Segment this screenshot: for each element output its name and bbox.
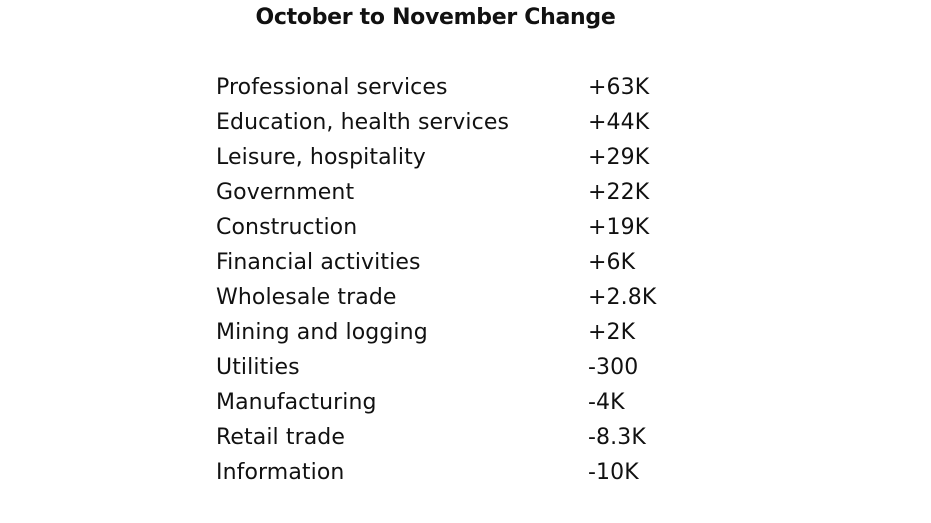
row-value: +29K (588, 145, 650, 170)
table-row (216, 245, 676, 280)
table-row (216, 280, 676, 315)
row-value: +63K (588, 75, 650, 100)
row-label: Financial activities (216, 250, 421, 275)
table-row (216, 140, 676, 175)
row-label: Retail trade (216, 425, 346, 450)
table-row (216, 350, 676, 385)
table-row (216, 420, 676, 455)
row-value: -10K (588, 460, 639, 485)
row-value: -4K (588, 390, 625, 415)
change-table (216, 70, 676, 490)
table-row (216, 385, 676, 420)
row-label: Professional services (216, 75, 448, 100)
row-value: +2.8K (588, 285, 657, 310)
row-value: +2K (588, 320, 636, 345)
row-label: Leisure, hospitality (216, 145, 426, 170)
row-label: Utilities (216, 355, 300, 380)
table-row (216, 70, 676, 105)
row-value: +22K (588, 180, 650, 205)
row-label: Wholesale trade (216, 285, 397, 310)
table-row (216, 175, 676, 210)
row-value: -300 (588, 355, 639, 380)
row-value: +6K (588, 250, 636, 275)
row-value: +19K (588, 215, 650, 240)
table-row (216, 315, 676, 350)
row-value: -8.3K (588, 425, 646, 450)
row-label: Information (216, 460, 345, 485)
table-row (216, 455, 676, 490)
row-label: Mining and logging (216, 320, 428, 345)
row-label: Government (216, 180, 355, 205)
chart-title: October to November Change (255, 5, 616, 30)
table-row (216, 105, 676, 140)
row-label: Education, health services (216, 110, 510, 135)
row-value: +44K (588, 110, 650, 135)
row-label: Manufacturing (216, 390, 377, 415)
table-row (216, 210, 676, 245)
row-label: Construction (216, 215, 358, 240)
